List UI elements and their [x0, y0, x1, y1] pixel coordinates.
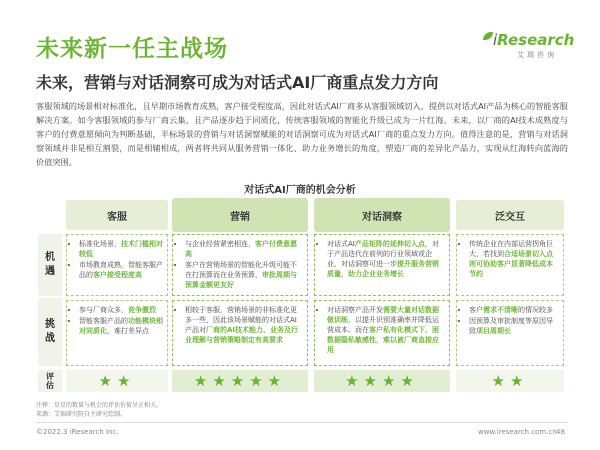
list-item: • 因预算及审批制度等原因导致项目周期长	[469, 316, 559, 336]
column-header-duihua: 对话洞察	[314, 198, 450, 232]
row-label-rating: 评 估	[38, 370, 62, 392]
list-item: • 市场教育成熟，智能客服产品的客户接受程度高	[79, 260, 163, 280]
list-item: • 传统企业在内部运营拐角巨大，若找到合适场景切入点则可协助客户显著降低成本节约	[469, 239, 559, 279]
column-header-fanjiaohu: 泛交互	[456, 200, 564, 230]
logo-prefix: i	[493, 31, 498, 49]
intro-paragraph: 客服领域的场景相对标准化，且早期市场教育成熟，客户接受程度高，因此对话式AI厂商多从客服领域切入，提供以对话式AI产品为核心的智能客服解决方案。如今客服领域的参与厂商云集，且产品逐步趋于同质化，传统客服领域的智能化升级已成为一片红海。未来，以厂商的AI技术成熟度与客户的付费意愿倾向为判断基础，半标场景的营销与对话洞察赋能的对话洞察可成为对话式AI厂商的重点发力方向。值得注意的是，营销与对话洞察领域并非是相互割裂，而是相辅相成，两者将共同从服务营销一体化、助力业务增长的角度，塑造厂商的差异化产品力，实现从红海转向蓝海的价值突围。	[36, 101, 568, 167]
list-item: • 客户需求不清晰的情况较多	[469, 305, 559, 315]
row-label-challenge: 挑 战	[38, 298, 62, 366]
list-item: • 客户在营销场景的智能化升级可能不在打预算而在业务预算，审批周期与预算金额更友好	[185, 260, 303, 290]
logo-main: Research	[497, 31, 575, 49]
list-item: • 相较于客服，营销场景的非标准化更多一些，因此该场景赋能的对话式AI产品对厂商的AI技术能力、业务及行业理解与营销策略制定有高要求	[185, 305, 303, 345]
rating-duihua-stars: ★★★★	[314, 370, 450, 392]
iresearch-logo	[493, 30, 573, 66]
row-label-opportunity: 机 遇	[38, 234, 62, 296]
footer-divider	[36, 422, 568, 423]
copyright: ©2022.3 iResearch Inc.	[36, 428, 119, 436]
cell-yingxiao-opportunity	[172, 234, 308, 296]
rating-fanjiaohu-stars: ★★	[456, 370, 564, 392]
list-item: • 对话洞察产品开发需要大量对话数据做训练，以提升识别准确率并降低运营成本。而在客户私有化模式下，困数据隐私敏感性，难以被厂商直接应用	[327, 305, 445, 355]
cell-kefu-challenge	[66, 300, 168, 366]
list-item: • 参与厂商众多，竞争激烈	[79, 305, 163, 315]
cell-kefu-opportunity	[66, 234, 168, 296]
cell-fanjiaohu-opportunity	[456, 234, 564, 296]
column-header-yingxiao: 营销	[172, 198, 308, 232]
footnote: 注释：星星的数量与机会的评估价值呈正相关。	[36, 402, 163, 409]
cell-fanjiaohu-challenge	[456, 300, 564, 366]
cell-yingxiao-challenge	[172, 300, 308, 366]
page-number: 48	[556, 428, 565, 436]
list-item: • 智能客服产品的功能模块相对同质化，难打差异点	[79, 316, 163, 336]
rating-kefu-stars: ★★	[66, 370, 168, 392]
list-item: • 标准化场景，技术门槛相对较低	[79, 239, 163, 259]
cell-duihua-opportunity	[314, 234, 450, 296]
site-url: www.iresearch.com.cn	[478, 428, 557, 436]
table-title: 对话式AI厂商的机会分析	[244, 185, 356, 196]
source-note: 来源：艾瑞研究院自主研究绘制。	[36, 411, 127, 418]
page-title: 未来新一任主战场	[36, 36, 228, 62]
column-header-kefu: 客服	[66, 200, 168, 230]
page-subtitle: 未来，营销与对话洞察可成为对话式AI厂商重点发力方向	[36, 73, 439, 92]
cell-duihua-challenge	[314, 300, 450, 366]
rating-yingxiao-stars: ★★★★★	[172, 370, 308, 392]
list-item: • 对话式AI产品矩阵的延伸切入点，对于产品迭代在前列的行业领域或企业，对话洞察可进一步提升服务营销质量，助力企业业务增长	[327, 239, 445, 279]
leaf-icon	[483, 32, 493, 40]
logo-sub: 艾瑞咨询	[517, 51, 557, 59]
list-item: • 与企业经营紧密相连，客户付费意愿高	[185, 239, 303, 259]
